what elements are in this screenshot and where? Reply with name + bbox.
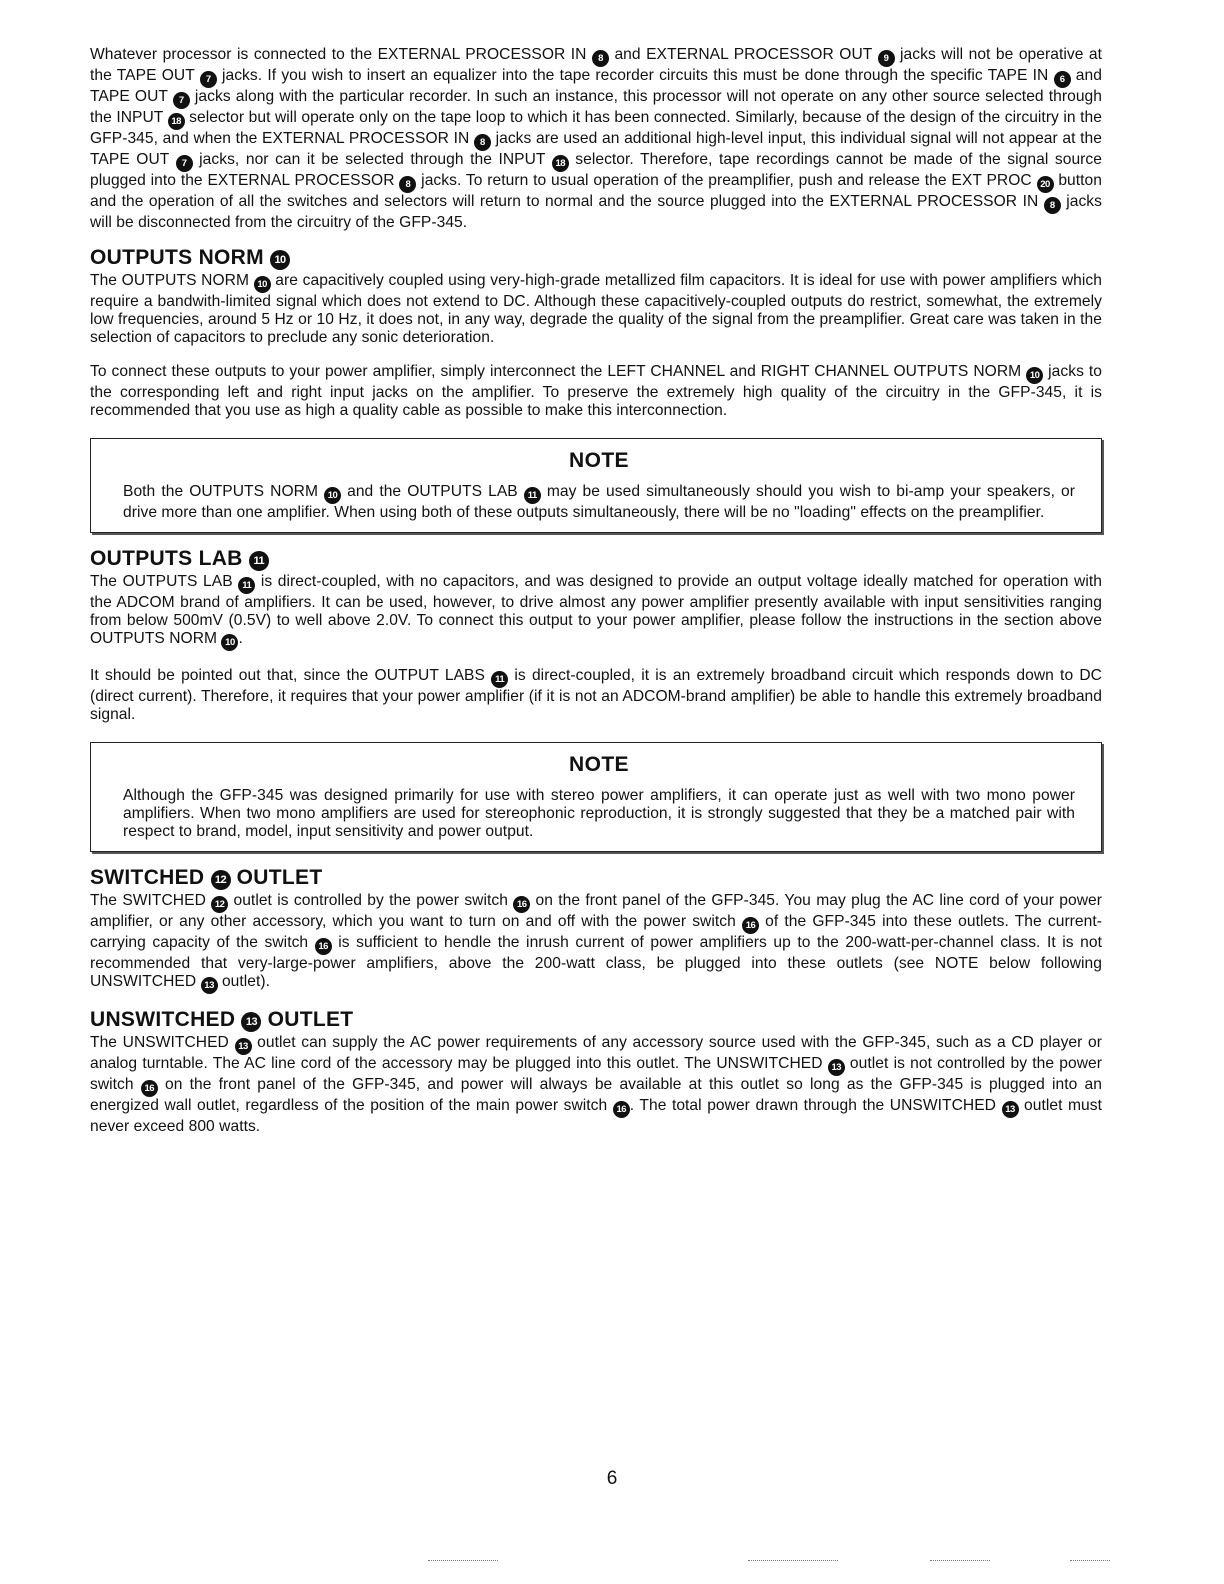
intro-paragraph: Whatever processor is connected to the EXTERNAL PROCESSOR IN 8 and EXTERNAL PROCESSOR OUT 9 jacks will not be operative at the TAPE OUT 7 jacks. If you wish to insert an equalizer into the tape recorder circuits this must be done through the specific TAPE IN 6 and TAPE OUT 7 jacks along with the particular recorder. In such an instance, this processor will not operate on any other source selected through the INPUT 18 selector but will operate only on the tape loop to which it has been connected. Similarly, because of the design of the circuitry in the GFP-345, and when the EXTERNAL PROCESSOR IN 8 jacks are used an additional high-level input, this individual signal will not appear at the TAPE OUT 7 jacks, nor can it be selected through the INPUT 18 selector. Therefore, tape recordings cannot be made of the signal source plugged into the EXTERNAL PROCESSOR 8 jacks. To return to usual operation of the preamplifier, push and release the EXT PROC 20 button and the operation of all the switches and selectors will return to normal and the source plugged into the EXTERNAL PROCESSOR IN 8 jacks will be disconnected from the circuitry of the GFP-345.: [90, 46, 1103, 231]
outputs-lab-heading: OUTPUTS LAB 11: [90, 547, 1102, 571]
scan-dots: [1070, 1560, 1110, 1562]
callout-number-7: 7: [176, 155, 193, 172]
callout-number-10: 10: [324, 487, 341, 504]
callout-number-11: 11: [491, 671, 508, 688]
callout-number-13: 13: [828, 1059, 845, 1076]
callout-number-13: 13: [241, 1012, 261, 1032]
callout-number-10: 10: [254, 276, 271, 293]
switched-outlet-paragraph: The SWITCHED 12 outlet is controlled by the power switch 16 on the front panel of the GFP-345. You may plug the AC line cord of your power amplifier, or any other accessory, which you want to turn on and off with the power switch 16 of the GFP-345 into these outlets. The current-carrying capacity of the switch 16 is sufficient to hendle the inrush current of power amplifiers up to the 200-watt-per-channel class. It is not recommended that very-large-power amplifiers, above the 200-watt class, be plugged into these outlets (see NOTE below following UNSWITCHED 13 outlet).: [90, 892, 1102, 994]
note-body: Although the GFP-345 was designed primarily for use with stereo power amplifiers, it can operate just as well with two mono power amplifiers. When two mono amplifiers are used for stereophonic reproduction, it is strongly suggested that they be a matched pair with respect to brand, model, input sensitivity and power output.: [123, 787, 1075, 840]
callout-number-16: 16: [742, 917, 759, 934]
note-title: NOTE: [569, 753, 629, 776]
outputs-norm-paragraph-1: The OUTPUTS NORM 10 are capacitively coupled using very-high-grade metallized film capacitors. It is ideal for use with power amplifiers which require a bandwith-limited signal which does not extend to DC. Although these capacitively-coupled outputs do restrict, somewhat, the extremely low frequencies, around 5 Hz or 10 Hz, it does not, in any way, degrade the quality of the signal from the preamplifier. Great care was taken in the selection of capacitors to preclude any sonic deterioration.: [90, 272, 1102, 346]
outputs-lab-paragraph-1: The OUTPUTS LAB 11 is direct-coupled, with no capacitors, and was designed to provide an output voltage ideally matched for operation with the ADCOM brand of amplifiers. It can be used, however, to drive almost any power amplifier presently available with input sensitivities ranging from below 500mV (0.5V) to well above 2.0V. To connect this output to your power amplifier, please follow the instructions in the section above OUTPUTS NORM 10 .: [90, 573, 1102, 651]
callout-number-16: 16: [513, 896, 530, 913]
callout-number-11: 11: [249, 551, 269, 571]
scan-dots: [428, 1560, 498, 1562]
callout-number-10: 10: [270, 250, 290, 270]
outputs-norm-heading: OUTPUTS NORM 10: [90, 246, 1102, 270]
page-number: 6: [606, 1468, 618, 1489]
callout-number-7: 7: [200, 71, 217, 88]
callout-number-18: 18: [168, 113, 185, 130]
callout-number-8: 8: [1044, 197, 1061, 214]
callout-number-10: 10: [1026, 367, 1043, 384]
unswitched-outlet-heading: UNSWITCHED 13 OUTLET: [90, 1008, 354, 1031]
scan-dots: [930, 1560, 990, 1562]
callout-number-12: 12: [211, 870, 231, 890]
callout-number-11: 11: [238, 577, 255, 594]
outputs-norm-paragraph-2: To connect these outputs to your power amplifier, simply interconnect the LEFT CHANNEL and RIGHT CHANNEL OUTPUTS NORM 10 jacks to the corresponding left and right input jacks on the amplifier. To preserve the extremely high quality of the circuitry in the GFP-345, it is recommended that you use as high a quality cable as possible to make this interconnection.: [90, 363, 1102, 419]
note-body: Both the OUTPUTS NORM 10 and the OUTPUTS LAB 11 may be used simultaneously should you wish to bi-amp your speakers, or drive more than one amplifier. When using both of these outputs simultaneously, there will be no "loading" effects on the preamplifier.: [123, 483, 1076, 521]
callout-number-9: 9: [878, 50, 895, 67]
callout-number-8: 8: [474, 134, 491, 151]
callout-number-18: 18: [552, 155, 569, 172]
callout-number-12: 12: [211, 896, 228, 913]
callout-number-16: 16: [141, 1080, 158, 1097]
callout-number-10: 10: [221, 634, 238, 651]
note-box-simultaneous-outputs: [90, 438, 1102, 533]
callout-number-13: 13: [1002, 1101, 1019, 1118]
callout-number-8: 8: [399, 176, 416, 193]
note-title: NOTE: [569, 449, 629, 472]
callout-number-13: 13: [235, 1038, 252, 1055]
callout-number-13: 13: [201, 977, 218, 994]
callout-number-7: 7: [173, 92, 190, 109]
callout-number-8: 8: [592, 50, 609, 67]
outputs-lab-paragraph-2: It should be pointed out that, since the OUTPUT LABS 11 is direct-coupled, it is an extremely broadband circuit which responds down to DC (direct current). Therefore, it requires that your power amplifier (if it is not an ADCOM-brand amplifier) be able to handle this extremely broadband signal.: [90, 667, 1102, 723]
scan-dots: [748, 1560, 838, 1562]
callout-number-11: 11: [524, 487, 541, 504]
callout-number-16: 16: [315, 938, 332, 955]
note-box-mono-amplifiers: [90, 742, 1102, 852]
unswitched-outlet-paragraph: The UNSWITCHED 13 outlet can supply the AC power requirements of any accessory source used with the GFP-345, such as a CD player or analog turntable. The AC line cord of the accessory may be plugged into this outlet. The UNSWITCHED 13 outlet is not controlled by the power switch 16 on the front panel of the GFP-345, and power will always be available at this outlet so long as the GFP-345 is plugged into an energized wall outlet, regardless of the position of the main power switch 16 . The total power drawn through the UNSWITCHED 13 outlet must never exceed 800 watts.: [90, 1034, 1102, 1135]
manual-page: [90, 46, 1102, 1136]
switched-outlet-heading: SWITCHED 12 OUTLET: [90, 866, 323, 889]
callout-number-6: 6: [1054, 71, 1071, 88]
callout-number-16: 16: [613, 1101, 630, 1118]
callout-number-20: 20: [1037, 176, 1054, 193]
